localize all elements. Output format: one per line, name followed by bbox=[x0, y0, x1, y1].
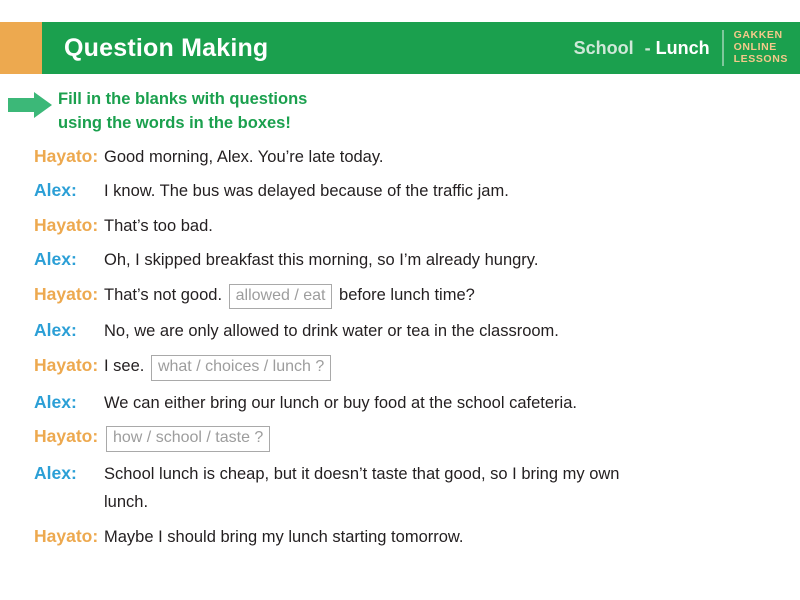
dialogue-line bbox=[34, 146, 779, 169]
dialogue-text-segment: Oh, I skipped breakfast this morning, so I’m already hungry. bbox=[104, 251, 539, 270]
dialogue-line bbox=[34, 180, 779, 203]
dialogue-line bbox=[34, 526, 779, 549]
dialogue-text bbox=[104, 284, 779, 310]
dialogue-line bbox=[34, 463, 779, 486]
speaker-label-hayato: Hayato: bbox=[34, 525, 99, 546]
dialogue-line bbox=[34, 355, 779, 381]
dialogue-text-segment: School lunch is cheap, but it doesn’t taste that good, so I bring my own bbox=[104, 464, 620, 483]
dialogue-line bbox=[34, 392, 779, 415]
instruction-text bbox=[52, 88, 307, 136]
dialogue-text-continuation: lunch. bbox=[104, 493, 149, 512]
dialogue-text-segment: Maybe I should bring my lunch starting tomorrow. bbox=[104, 527, 464, 546]
dialogue-text-segment: I see. bbox=[104, 356, 149, 375]
speaker-label-hayato: Hayato: bbox=[34, 283, 99, 304]
instruction-block bbox=[8, 88, 768, 136]
dialogue-text bbox=[104, 463, 779, 486]
dialogue-line bbox=[34, 284, 779, 310]
slide-header bbox=[0, 22, 800, 74]
dialogue-text-segment: before lunch time? bbox=[334, 285, 475, 304]
dialogue-line bbox=[34, 426, 779, 452]
dialogue-line bbox=[34, 320, 779, 343]
page-title: Question Making bbox=[64, 33, 269, 62]
dialogue-text bbox=[104, 146, 779, 169]
answer-blank-box[interactable]: how / school / taste ? bbox=[106, 426, 270, 452]
brand-line-3: LESSONS bbox=[733, 52, 788, 65]
dialogue-text bbox=[104, 249, 779, 272]
dialogue-line bbox=[34, 249, 779, 272]
header-meta bbox=[574, 30, 788, 65]
dialogue-text-segment: I know. The bus was delayed because of the traffic jam. bbox=[104, 182, 509, 201]
right-arrow-icon bbox=[8, 92, 52, 120]
dialogue-text bbox=[104, 392, 779, 415]
dialogue-text-segment: That’s not good. bbox=[104, 285, 227, 304]
dialogue-text bbox=[104, 320, 779, 343]
header-subject: School bbox=[573, 37, 634, 58]
speaker-label-hayato: Hayato: bbox=[34, 214, 99, 235]
speaker-label-hayato: Hayato: bbox=[34, 146, 99, 166]
speaker-label-alex: Alex: bbox=[34, 462, 77, 483]
brand-line-1: GAKKEN bbox=[733, 29, 783, 42]
header-bar bbox=[42, 22, 800, 74]
answer-blank-box[interactable]: what / choices / lunch ? bbox=[151, 355, 331, 381]
dialogue-text bbox=[104, 180, 779, 203]
dialogue-text-segment: Good morning, Alex. You’re late today. bbox=[104, 148, 384, 166]
header-separator: - bbox=[644, 37, 651, 58]
dialogue-text bbox=[104, 426, 779, 452]
dialogue-text bbox=[104, 215, 779, 238]
dialogue-text-segment: That’s too bad. bbox=[104, 216, 213, 235]
header-accent-block bbox=[0, 22, 42, 74]
header-topic: Lunch bbox=[655, 37, 710, 58]
speaker-label-alex: Alex: bbox=[34, 320, 77, 341]
dialogue-text-segment: We can either bring our lunch or buy food at the school cafeteria. bbox=[104, 393, 577, 412]
dialogue-list bbox=[34, 146, 779, 560]
brand-line-2: ONLINE bbox=[733, 41, 777, 54]
dialogue-text-segment: No, we are only allowed to drink water or tea in the classroom. bbox=[104, 322, 559, 341]
speaker-label-alex: Alex: bbox=[34, 391, 77, 412]
speaker-label-alex: Alex: bbox=[34, 249, 77, 270]
instruction-line-1: Fill in the blanks with questions bbox=[58, 90, 308, 108]
dialogue-text bbox=[104, 526, 779, 549]
dialogue-line bbox=[34, 215, 779, 238]
speaker-label-hayato: Hayato: bbox=[34, 426, 99, 447]
answer-blank-box[interactable]: allowed / eat bbox=[229, 284, 333, 310]
speaker-label-alex: Alex: bbox=[34, 180, 77, 201]
speaker-label-hayato: Hayato: bbox=[34, 354, 99, 375]
instruction-line-2: using the words in the boxes! bbox=[58, 113, 291, 132]
brand-logo bbox=[722, 30, 788, 65]
dialogue-text bbox=[104, 355, 779, 381]
